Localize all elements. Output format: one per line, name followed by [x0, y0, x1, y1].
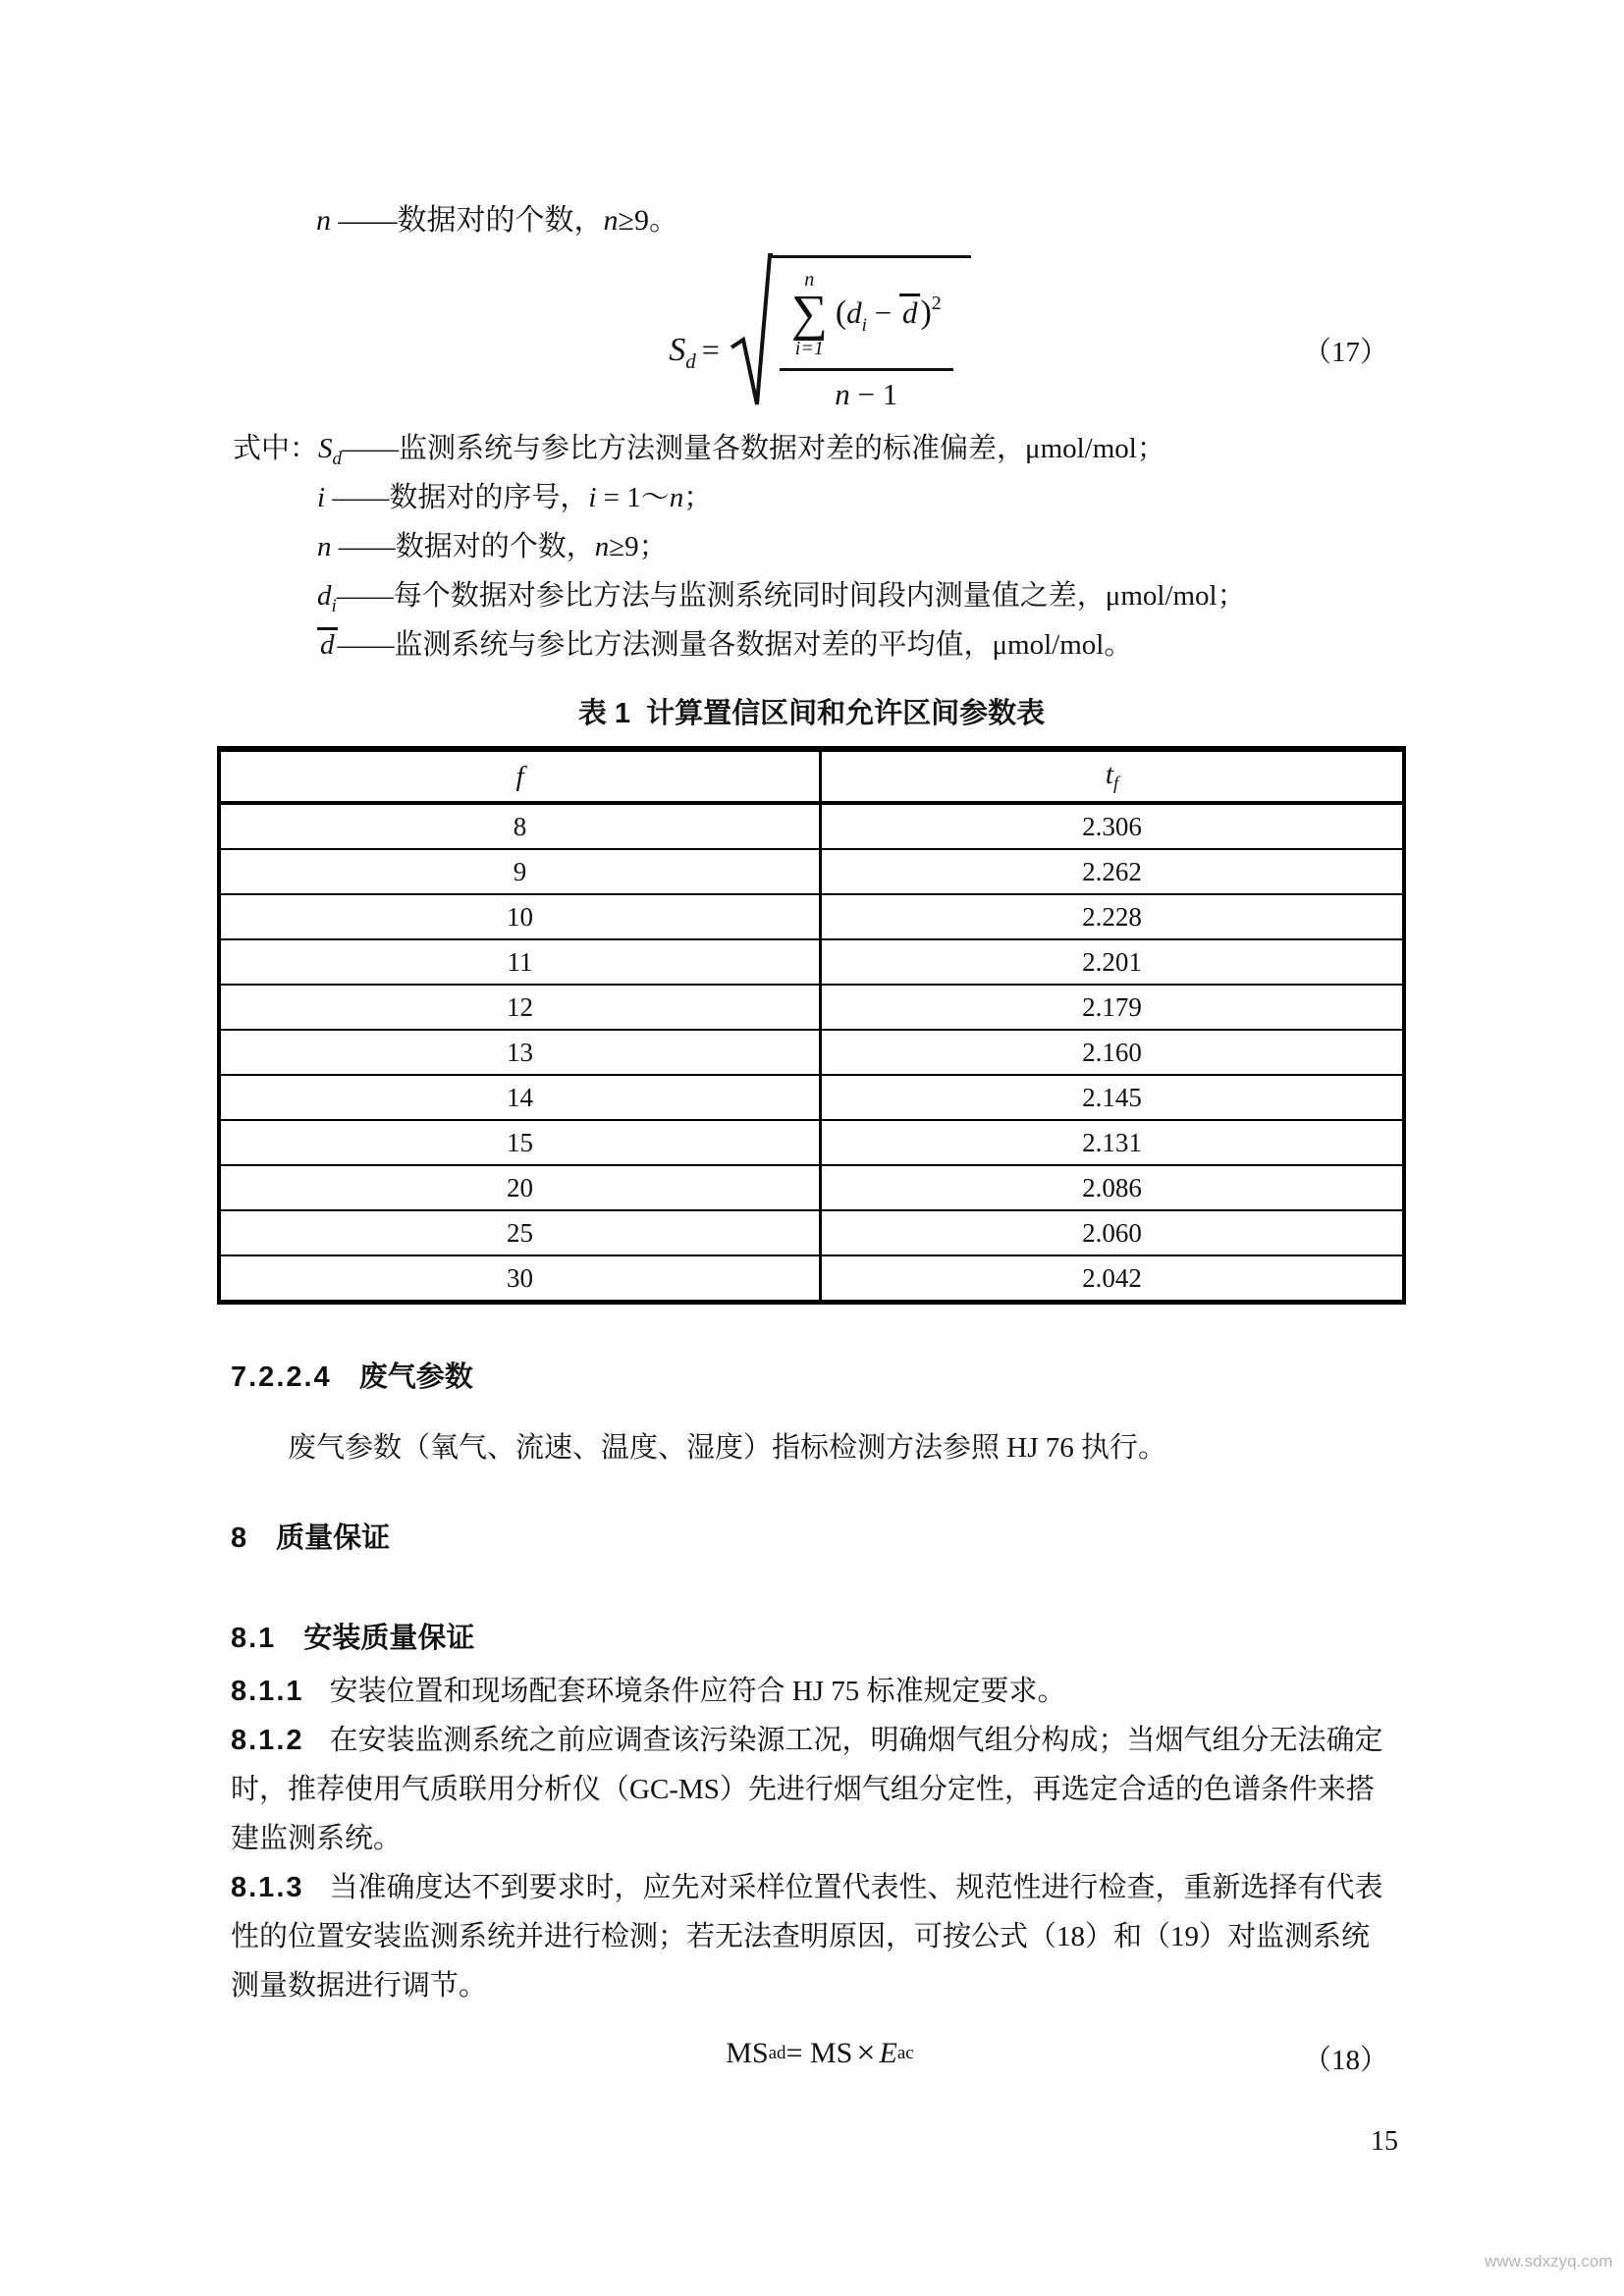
clause-line	[231, 1912, 1383, 1961]
var-n: n	[835, 377, 850, 411]
clause-line	[231, 1667, 1383, 1716]
section-title: 安装质量保证	[303, 1623, 475, 1654]
section-title: 废气参数	[358, 1362, 473, 1393]
section-number: 7.2.2.4	[231, 1362, 332, 1393]
table-cell: 30	[219, 1255, 821, 1303]
section-heading-7-2-2-4	[231, 1355, 473, 1395]
table-cell: 8	[219, 803, 821, 849]
denom-rest: − 1	[849, 377, 898, 411]
table-cell: 2.145	[821, 1075, 1404, 1120]
minus-sign: −	[866, 294, 899, 330]
table-cell: 12	[219, 985, 821, 1030]
table-row	[219, 1255, 1404, 1303]
table-cell: 2.131	[821, 1120, 1404, 1165]
parameters-table	[217, 746, 1406, 1305]
where-definitions	[233, 424, 1246, 669]
table-row	[219, 1165, 1404, 1210]
table-row	[219, 803, 1404, 849]
clause-text: 时，推荐使用气质联用分析仪（GC-MS）先进行烟气组分定性，再选定合适的色谱条件来搭	[231, 1774, 1375, 1805]
text-segment: ——	[331, 204, 398, 237]
clause-text: 当准确度达不到要求时，应先对采样位置代表性、规范性进行检查，重新选择有代表	[329, 1872, 1383, 1903]
table-row	[219, 849, 1404, 894]
text-segment: 数据对的个数，	[397, 204, 604, 237]
fraction	[780, 270, 953, 412]
definition-line	[233, 571, 1246, 620]
table-cell: 2.160	[821, 1030, 1404, 1075]
table-cell: 11	[219, 939, 821, 985]
header-tf-sub: f	[1112, 773, 1119, 794]
text-segment: ——	[337, 629, 395, 661]
text-segment: ——	[331, 531, 396, 562]
definition-line-n	[316, 202, 678, 240]
header-tf-base: t	[1105, 758, 1113, 790]
clause-number: 8.1.1	[231, 1676, 304, 1707]
table-cell: 2.086	[821, 1165, 1404, 1210]
table-row	[219, 985, 1404, 1030]
clause-text: 性的位置安装监测系统并进行检测；若无法查明原因，可按公式（18）和（19）对监测系统	[231, 1921, 1371, 1952]
table-1	[217, 746, 1406, 1305]
equals-sign: =	[701, 332, 720, 367]
table-cell: 9	[219, 849, 821, 894]
var-dbar: d	[899, 294, 921, 329]
table-cell: 2.042	[821, 1255, 1404, 1303]
var-E-sub: ac	[896, 2043, 914, 2063]
text-segment: ≥9。	[618, 204, 678, 237]
ms-term: MS	[809, 2037, 853, 2069]
text-segment: 数据对的个数，	[395, 531, 595, 562]
text-segment: i	[588, 482, 597, 513]
table-header-row	[219, 749, 1404, 803]
text-segment: 监测系统与参比方法测量各数据对差的平均值，μmol/mol。	[394, 629, 1133, 661]
text-segment: = 1～	[596, 482, 670, 513]
sum-lower-limit: i=1	[794, 338, 824, 359]
text-segment: ；	[683, 482, 713, 513]
clause-line	[231, 1814, 1383, 1863]
var-Sd-sub: d	[685, 349, 696, 373]
clause-number: 8.1.3	[231, 1872, 304, 1903]
definition-line	[233, 620, 1246, 669]
formula-18-number: （18）	[1303, 2045, 1389, 2076]
table-cell: 13	[219, 1030, 821, 1075]
exponent: 2	[931, 292, 942, 314]
formula-18	[231, 2028, 1409, 2079]
table-cell: 2.306	[1082, 811, 1142, 841]
paragraph-7-2-2-4: 废气参数（氧气、流速、温度、湿度）指标检测方法参照 HJ 76 执行。	[288, 1432, 1166, 1464]
squared-difference	[836, 293, 942, 337]
header-f: f	[219, 749, 821, 803]
table-cell: 10	[219, 894, 821, 939]
section-heading-8-1	[231, 1616, 474, 1656]
table-cell: 20	[219, 1165, 821, 1210]
text-segment: n	[669, 482, 684, 513]
definition-line	[233, 424, 1246, 473]
text-segment: ≥9；	[609, 531, 668, 562]
var-di: d	[846, 294, 862, 330]
clause-text: 建监测系统。	[231, 1823, 403, 1854]
close-paren: )	[920, 294, 932, 331]
text-segment: ——	[342, 433, 400, 464]
definition-line	[233, 473, 1246, 522]
var-di-sub: i	[861, 314, 867, 336]
sum-upper-limit: n	[804, 269, 815, 291]
multiply-sign: ×	[856, 2035, 876, 2071]
text-segment: n	[594, 531, 610, 562]
table-row	[219, 1120, 1404, 1165]
text-segment: S	[318, 433, 333, 464]
watermark: www.sdxzyq.com	[1485, 2252, 1613, 2270]
table-row	[219, 894, 1404, 939]
text-segment: n	[603, 204, 619, 237]
text-segment: 监测系统与参比方法测量各数据对差的标准偏差，μmol/mol；	[399, 433, 1165, 464]
formula-17-lhs	[669, 332, 730, 374]
text-segment: i	[331, 596, 337, 616]
ms-sub: ad	[768, 2043, 786, 2063]
section-number: 8	[231, 1522, 249, 1554]
section-number: 8.1	[231, 1623, 277, 1654]
section-heading-8	[231, 1516, 390, 1556]
section-title: 质量保证	[276, 1522, 391, 1554]
clause-text: 测量数据进行调节。	[231, 1970, 488, 2002]
table-cell: 2.179	[821, 985, 1404, 1030]
clauses-block	[231, 1667, 1383, 2010]
text-segment: d	[317, 580, 332, 612]
radicand	[770, 255, 971, 412]
table-row	[219, 939, 1404, 985]
clause-line	[231, 1863, 1383, 1912]
var-Sd: S	[669, 332, 686, 368]
table-cell: 2.060	[821, 1210, 1404, 1255]
table-cell: 2.201	[821, 939, 1404, 985]
var-E: E	[879, 2037, 897, 2069]
sigma-icon: ∑	[790, 286, 828, 342]
text-segment: 式中：	[233, 433, 319, 464]
text-segment: d	[332, 449, 343, 469]
equals-sign: =	[785, 2037, 810, 2069]
clause-line	[231, 1716, 1383, 1765]
table-1-title: 表 1 计算置信区间和允许区间参数表	[577, 698, 1046, 729]
text-segment: n	[316, 204, 331, 237]
table-row	[219, 1210, 1404, 1255]
clause-text: 在安装监测系统之前应调查该污染源工况，明确烟气组分构成；当烟气组分无法确定	[329, 1725, 1383, 1756]
clause-text: 安装位置和现场配套环境条件应符合 HJ 75 标准规定要求。	[329, 1676, 1066, 1707]
denominator	[835, 377, 897, 412]
clause-line	[231, 1961, 1383, 2010]
table-cell: 2.228	[821, 894, 1404, 939]
ms-base: MS	[726, 2037, 769, 2069]
formula-17-number: （17）	[1303, 337, 1389, 368]
table-cell: 25	[219, 1210, 821, 1255]
text-segment: 每个数据对参比方法与监测系统同时间段内测量值之差，μmol/mol；	[393, 580, 1246, 612]
header-tf	[821, 749, 1404, 803]
text-segment: ——	[336, 580, 394, 612]
table-cell: 14	[219, 1075, 821, 1120]
open-paren: (	[835, 294, 847, 331]
clause-line	[231, 1765, 1383, 1814]
table-cell: 2.262	[821, 849, 1404, 894]
text-segment: 数据对的序号，	[389, 482, 589, 513]
definition-line	[233, 522, 1246, 571]
page-number: 15	[1371, 2126, 1398, 2157]
numerator	[780, 270, 953, 371]
table-cell: 15	[219, 1120, 821, 1165]
text-segment: n	[317, 531, 332, 562]
text-segment: i	[317, 482, 326, 513]
summation	[791, 270, 828, 358]
square-root	[730, 251, 971, 412]
table-row	[219, 1030, 1404, 1075]
text-segment: ——	[325, 482, 390, 513]
table-row	[219, 1075, 1404, 1120]
radical-sign-icon	[730, 251, 773, 412]
formula-17	[231, 251, 1409, 416]
text-segment: d	[317, 627, 338, 661]
clause-number: 8.1.2	[231, 1725, 304, 1756]
